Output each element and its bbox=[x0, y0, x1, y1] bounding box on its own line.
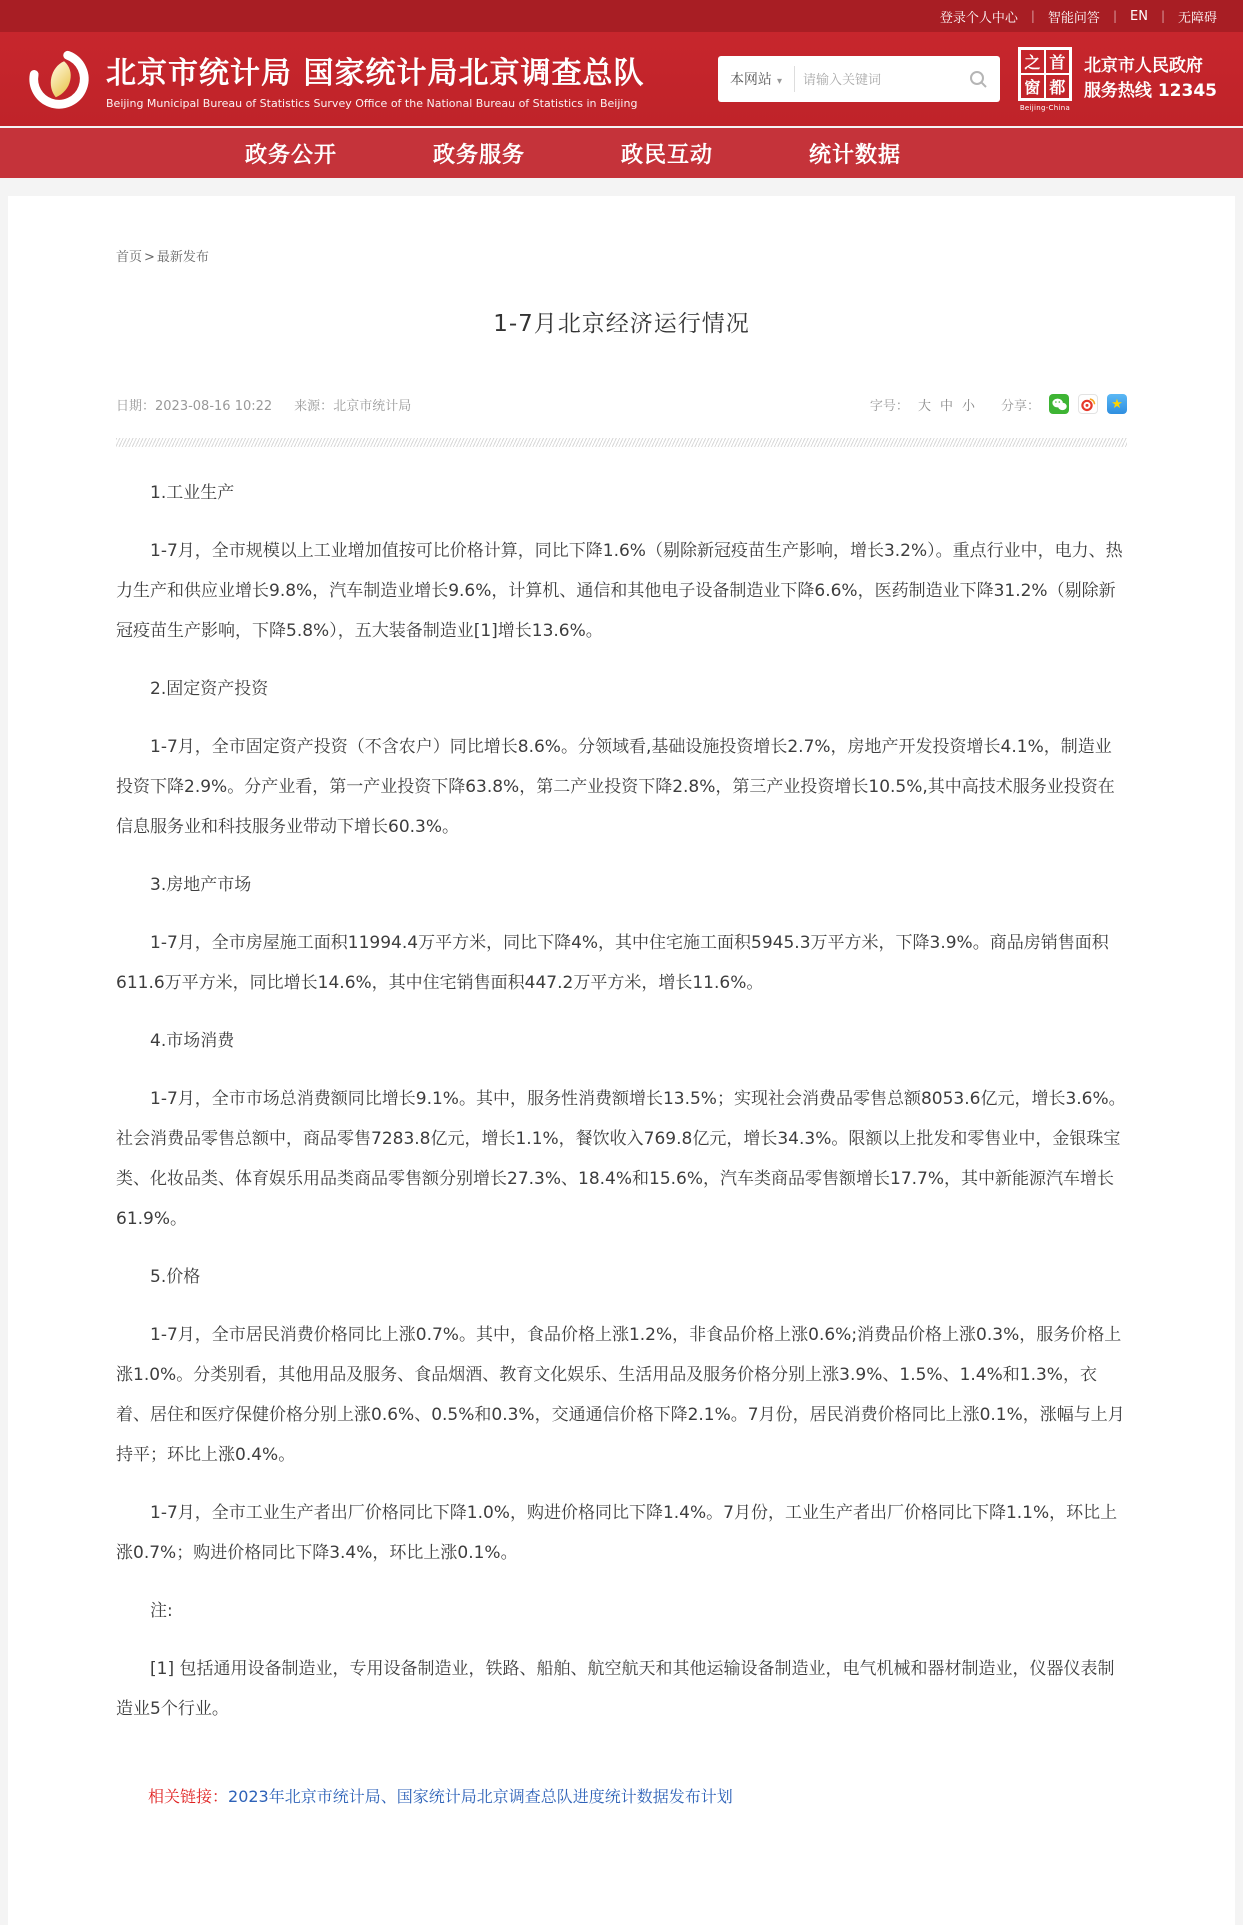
article-paragraph: 1-7月，全市房屋施工面积11994.4万平方米，同比下降4%，其中住宅施工面积5945.3万平方米，下降3.9%。商品房销售面积611.6万平方米，同比增长14.6%，其中住宅销售面积447.2万平方米，增长11.6%。 bbox=[116, 933, 1109, 993]
topbar bbox=[0, 0, 1243, 32]
fontsize-large[interactable]: 大 bbox=[917, 398, 931, 414]
footnote-paragraph: [1] 包括通用设备制造业，专用设备制造业，铁路、船舶、航空航天和其他运输设备制造业，电气机械和器材制造业，仪器仪表制造业5个行业。 bbox=[116, 1659, 1115, 1719]
site-subtitle: Beijing Municipal Bureau of Statistics Survey Office of the National Bureau of Statistics in Beijing bbox=[106, 97, 638, 110]
search-input[interactable] bbox=[795, 72, 965, 87]
header-right bbox=[718, 47, 1217, 112]
title-block bbox=[106, 48, 644, 110]
search-scope-label: 本网站 bbox=[729, 72, 772, 88]
fontsize-medium[interactable]: 中 bbox=[939, 398, 953, 414]
capital-window-logo[interactable] bbox=[1018, 47, 1072, 112]
topbar-separator: | bbox=[1112, 9, 1117, 23]
breadcrumb bbox=[116, 246, 1127, 265]
topbar-link-login[interactable]: 登录个人中心 bbox=[939, 10, 1018, 26]
share-label: 分享： bbox=[1000, 398, 1040, 414]
breadcrumb-latest-release[interactable]: 最新发布 bbox=[156, 250, 209, 265]
article-paragraph: 1-7月，全市固定资产投资（不含农户）同比增长8.6%。分领域看,基础设施投资增长2.7%，房地产开发投资增长4.1%，制造业投资下降2.9%。分产业看，第一产业投资下降63.8%，第二产业投资下降2.8%，第三产业投资增长10.5%,其中高技术服务业投资在信息服务业和科技服务业带动下增长60.3%。 bbox=[116, 737, 1115, 837]
article-paragraph: 1-7月，全市居民消费价格同比上涨0.7%。其中，食品价格上涨1.2%，非食品价格上涨0.6%;消费品价格上涨0.3%，服务价格上涨1.0%。分类别看，其他用品及服务、食品烟酒、教育文化娱乐、生活用品及服务价格分别上涨3.9%、1.5%、1.4%和1.3%，衣着、居住和医疗保健价格分别上涨0.6%、0.5%和0.3%，交通通信价格下降2.1%。7月份，居民消费价格同比上涨0.1%，涨幅与上月持平；环比上涨0.4%。 bbox=[116, 1325, 1125, 1465]
nav-item-government-services[interactable]: 政务服务 bbox=[433, 142, 526, 168]
main-nav bbox=[0, 128, 1243, 178]
hatched-divider bbox=[116, 438, 1127, 447]
related-link[interactable]: 2023年北京市统计局、国家统计局北京调查总队进度统计数据发布计划 bbox=[228, 1787, 733, 1806]
content-card bbox=[8, 196, 1235, 1925]
search-box bbox=[718, 56, 1000, 102]
article-paragraph: 1-7月，全市规模以上工业增加值按可比价格计算，同比下降1.6%（剔除新冠疫苗生产影响，增长3.2%）。重点行业中，电力、热力生产和供应业增长9.8%，汽车制造业增长9.6%，计算机、通信和其他电子设备制造业下降6.6%，医药制造业下降31.2%（剔除新冠疫苗生产影响，下降5.8%），五大装备制造业[1]增长13.6%。 bbox=[116, 541, 1123, 641]
qzone-share-icon[interactable]: ★ bbox=[1107, 394, 1127, 414]
search-icon[interactable] bbox=[965, 70, 1000, 89]
topbar-link-en[interactable]: EN bbox=[1129, 8, 1148, 24]
source-value: 北京市统计局 bbox=[333, 398, 412, 414]
nav-item-statistics-data[interactable]: 统计数据 bbox=[809, 142, 902, 168]
article-paragraph: 1-7月，全市市场总消费额同比增长9.1%。其中，服务性消费额增长13.5%；实现社会消费品零售总额8053.6亿元，增长3.6%。社会消费品零售总额中，商品零售7283.8亿元，增长1.1%，餐饮收入769.8亿元，增长34.3%。限额以上批发和零售业中，金银珠宝类、化妆品类、体育娱乐用品类商品零售额分别增长27.3%、18.4%和15.6%，汽车类商品零售额增长17.7%，其中新能源汽车增长61.9%。 bbox=[116, 1089, 1126, 1229]
article-meta-left bbox=[116, 395, 411, 414]
section-heading-consumption: 4.市场消费 bbox=[150, 1031, 235, 1051]
date-value: 2023-08-16 10:22 bbox=[155, 398, 273, 414]
topbar-separator: | bbox=[1160, 9, 1165, 23]
breadcrumb-separator: > bbox=[144, 250, 155, 265]
related-links-row bbox=[116, 1777, 1127, 1817]
seal-grid: 之 首 窗 都 bbox=[1018, 47, 1072, 101]
section-heading-prices: 5.价格 bbox=[150, 1267, 201, 1287]
nav-item-public-interaction[interactable]: 政民互动 bbox=[621, 142, 714, 168]
section-heading-industry: 1.工业生产 bbox=[150, 483, 235, 503]
search-scope-select[interactable] bbox=[718, 66, 795, 92]
gov-block bbox=[1018, 47, 1217, 112]
site-title: 北京市统计局 国家统计局北京调查总队 bbox=[106, 56, 645, 91]
page-title: 1-7月北京经济运行情况 bbox=[493, 311, 750, 337]
seal-caption: Beijing-China bbox=[1019, 103, 1071, 112]
breadcrumb-home[interactable]: 首页 bbox=[116, 250, 143, 265]
bureau-logo-icon bbox=[26, 46, 92, 112]
related-links-label: 相关链接： bbox=[148, 1787, 229, 1806]
section-heading-investment: 2.固定资产投资 bbox=[150, 679, 269, 699]
topbar-link-accessibility[interactable]: 无障碍 bbox=[1177, 10, 1217, 26]
source-label: 来源： bbox=[294, 398, 334, 414]
section-heading-real-estate: 3.房地产市场 bbox=[150, 875, 252, 895]
note-label: 注: bbox=[150, 1601, 173, 1621]
article-body bbox=[116, 473, 1127, 1817]
nav-item-government-affairs[interactable]: 政务公开 bbox=[245, 142, 338, 168]
hotline-text: 北京市人民政府 服务热线 12345 bbox=[1083, 56, 1217, 101]
article-paragraph: 1-7月，全市工业生产者出厂价格同比下降1.0%，购进价格同比下降1.4%。7月份，工业生产者出厂价格同比下降1.1%，环比上涨0.7%；购进价格同比下降3.4%，环比上涨0.1%。 bbox=[116, 1503, 1118, 1563]
chevron-down-icon: ▾ bbox=[776, 75, 782, 87]
topbar-link-qa[interactable]: 智能问答 bbox=[1047, 10, 1100, 26]
fontsize-small[interactable]: 小 bbox=[961, 398, 975, 414]
fontsize-label: 字号： bbox=[869, 398, 909, 414]
topbar-separator: | bbox=[1030, 9, 1035, 23]
article-meta-right bbox=[870, 394, 1127, 414]
wechat-share-icon[interactable] bbox=[1049, 394, 1069, 414]
site-header bbox=[0, 32, 1243, 126]
article-meta-row bbox=[116, 394, 1127, 414]
weibo-share-icon[interactable] bbox=[1078, 394, 1098, 414]
date-label: 日期： bbox=[116, 398, 156, 414]
